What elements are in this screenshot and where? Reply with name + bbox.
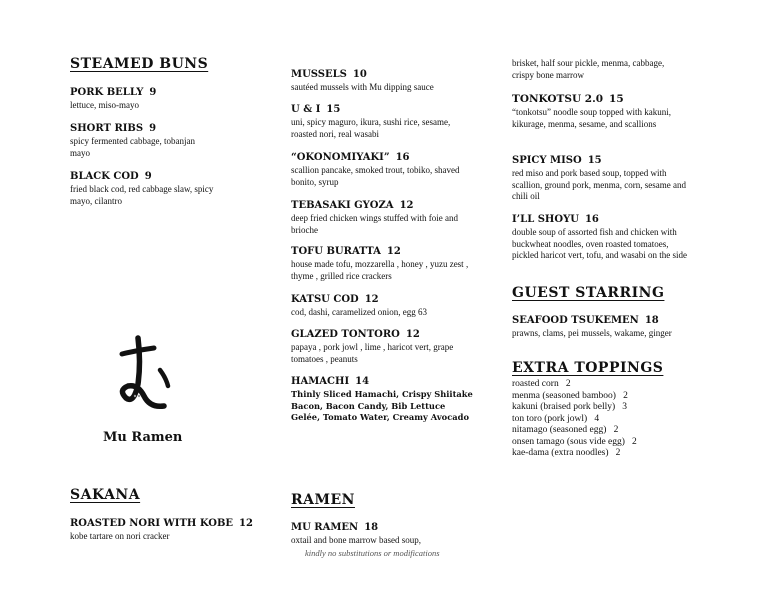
topping-label: roasted corn (512, 379, 559, 389)
menu-item (291, 103, 476, 140)
item-name-row (512, 154, 697, 167)
topping-price: 2 (615, 448, 621, 458)
topping-label: menma (seasoned bamboo) (512, 390, 616, 401)
item-note: kindly no substitutions or modifications (305, 547, 440, 558)
item-description: double soup of assorted fish and chicken with buckwheat noodles, oven roasted tomatoes, pickled haricot vert, tofu, and wasabi on the side (512, 227, 687, 260)
menu-item (70, 122, 215, 159)
item-name-row (70, 122, 215, 135)
topping-label: ton toro (pork jowl) (512, 413, 588, 424)
item-name-row (291, 103, 476, 116)
item-name-row (512, 213, 697, 226)
menu-item (291, 375, 476, 424)
item-description: house made tofu, mozzarella , honey , yuzu zest , thyme , grilled rice crackers (291, 259, 469, 281)
item-description: uni, spicy maguro, ikura, sushi rice, sesame, roasted nori, real wasabi (291, 117, 451, 139)
menu-item (291, 293, 476, 319)
item-description: scallion pancake, smoked trout, tobiko, shaved bonito, syrup (291, 165, 460, 187)
section-title-ramen: RAMEN (291, 492, 355, 508)
topping-price: 2 (632, 436, 637, 447)
item-price: 12 (405, 329, 420, 340)
topping-price: 2 (613, 425, 619, 435)
item-name: TONKOTSU 2.0 (512, 93, 604, 105)
item-name-row (291, 328, 476, 341)
item-name-row (291, 151, 476, 164)
menu-item (512, 314, 682, 340)
item-price: 16 (584, 214, 599, 225)
item-price: 9 (144, 171, 152, 182)
brand-name: Mu Ramen (103, 430, 183, 445)
item-price: 12 (386, 246, 401, 257)
item-price: 16 (395, 152, 410, 163)
menu-item (70, 517, 270, 543)
menu-item (291, 521, 491, 558)
item-price: 14 (355, 376, 370, 387)
item-name: TEBASAKI GYOZA (291, 200, 394, 211)
item-description: papaya , pork jowl , lime , haricot vert, grape tomatoes , peanuts (291, 342, 454, 364)
topping-price: 2 (565, 379, 571, 389)
item-description: cod, dashi, caramelized onion, egg 63 (291, 307, 427, 317)
item-name: “OKONOMIYAKI” (291, 152, 390, 163)
item-description: oxtail and bone marrow based soup, (291, 535, 421, 545)
section-title-extra-toppings: EXTRA TOPPINGS (512, 360, 664, 376)
item-name: TOFU BURATTA (291, 246, 381, 257)
topping-price: 3 (622, 402, 628, 412)
item-name-row (291, 521, 491, 534)
item-price: 9 (149, 87, 157, 98)
topping-label: nitamago (seasoned egg) (512, 425, 607, 435)
menu-item (70, 170, 230, 207)
list-item (512, 437, 637, 449)
topping-label: kae-dama (extra noodles) (512, 448, 609, 458)
item-name: MUSSELS (291, 69, 347, 80)
menu-item (512, 93, 692, 130)
item-name: BLACK COD (70, 171, 139, 182)
item-name: SEAFOOD TSUKEMEN (512, 315, 639, 326)
item-description: deep fried chicken wings stuffed with foie and brioche (291, 213, 459, 235)
item-description: “tonkotsu” noodle soup topped with kakuni, kikurage, menma, sesame, and scallions (512, 107, 671, 129)
item-description: lettuce, miso-mayo (70, 100, 139, 110)
item-price: 12 (239, 518, 253, 529)
item-description: brisket, half sour pickle, menma, cabbage, crispy bone marrow (512, 58, 665, 80)
item-name-row (512, 93, 692, 106)
item-price: 9 (149, 123, 157, 134)
item-description: red miso and pork based soup, topped with scallion, ground pork, menma, corn, sesame and chili oil (512, 168, 686, 201)
item-name-row (291, 375, 476, 388)
item-price: 12 (399, 200, 414, 211)
item-description: spicy fermented cabbage, tobanjan mayo (70, 136, 195, 158)
section-title-guest-starring: GUEST STARRING (512, 285, 665, 301)
topping-price: 2 (623, 390, 628, 401)
item-name: SHORT RIBS (70, 123, 144, 134)
menu-item (291, 68, 476, 94)
menu-item (291, 245, 476, 282)
menu-item (291, 199, 476, 236)
item-price: 15 (609, 93, 624, 105)
item-name-row (70, 170, 230, 183)
item-name-row (70, 517, 270, 530)
item-name: ROASTED NORI WITH KOBE (70, 518, 234, 529)
item-description: sautéed mussels with Mu dipping sauce (291, 82, 434, 92)
topping-label: kakuni (braised pork belly) (512, 402, 616, 412)
item-price: 12 (364, 294, 379, 305)
menu-item (70, 86, 255, 112)
item-name-row (291, 245, 476, 258)
item-name: HAMACHI (291, 376, 350, 387)
item-name-row (291, 293, 476, 306)
brand-logo (108, 332, 178, 422)
menu-item (512, 154, 697, 203)
mu-calligraphy-icon (108, 332, 178, 422)
list-item (512, 379, 637, 391)
item-name-row (512, 314, 682, 327)
list-item (512, 448, 637, 460)
item-price: 18 (644, 315, 659, 326)
item-name: U & I (291, 104, 321, 115)
menu-item (291, 328, 476, 365)
item-description: fried black cod, red cabbage slaw, spicy mayo, cilantro (70, 184, 214, 206)
item-name: SPICY MISO (512, 155, 582, 166)
topping-price: 4 (594, 413, 600, 424)
topping-label: onsen tamago (sous vide egg) (512, 436, 625, 447)
section-title-steamed-buns: STEAMED BUNS (70, 56, 209, 72)
item-name: GLAZED TONTORO (291, 329, 400, 340)
item-price: 10 (352, 69, 367, 80)
section-title-sakana: SAKANA (70, 487, 141, 503)
item-name-row (291, 68, 476, 81)
item-name: I’LL SHOYU (512, 214, 579, 225)
item-name: KATSU COD (291, 294, 359, 305)
item-description: prawns, clams, pei mussels, wakame, ginger (512, 328, 672, 338)
list-item (512, 425, 637, 437)
item-price: 15 (326, 104, 341, 115)
list-item (512, 391, 637, 403)
item-name-row (291, 199, 476, 212)
list-item (512, 414, 637, 426)
item-description: kobe tartare on nori cracker (70, 531, 170, 541)
menu-item (291, 151, 476, 188)
toppings-list (512, 379, 637, 460)
item-name: MU RAMEN (291, 522, 359, 533)
list-item (512, 402, 637, 414)
item-name-row (70, 86, 255, 99)
item-name: PORK BELLY (70, 87, 144, 98)
item-price: 18 (364, 522, 379, 533)
menu-item-continued (512, 57, 677, 81)
item-description: Thinly Sliced Hamachi, Crispy Shiitake Bacon, Bacon Candy, Bib Lettuce Gelée, Tomato Water, Creamy Avocado (291, 389, 473, 422)
menu-item (512, 213, 697, 262)
item-price: 15 (587, 155, 602, 166)
